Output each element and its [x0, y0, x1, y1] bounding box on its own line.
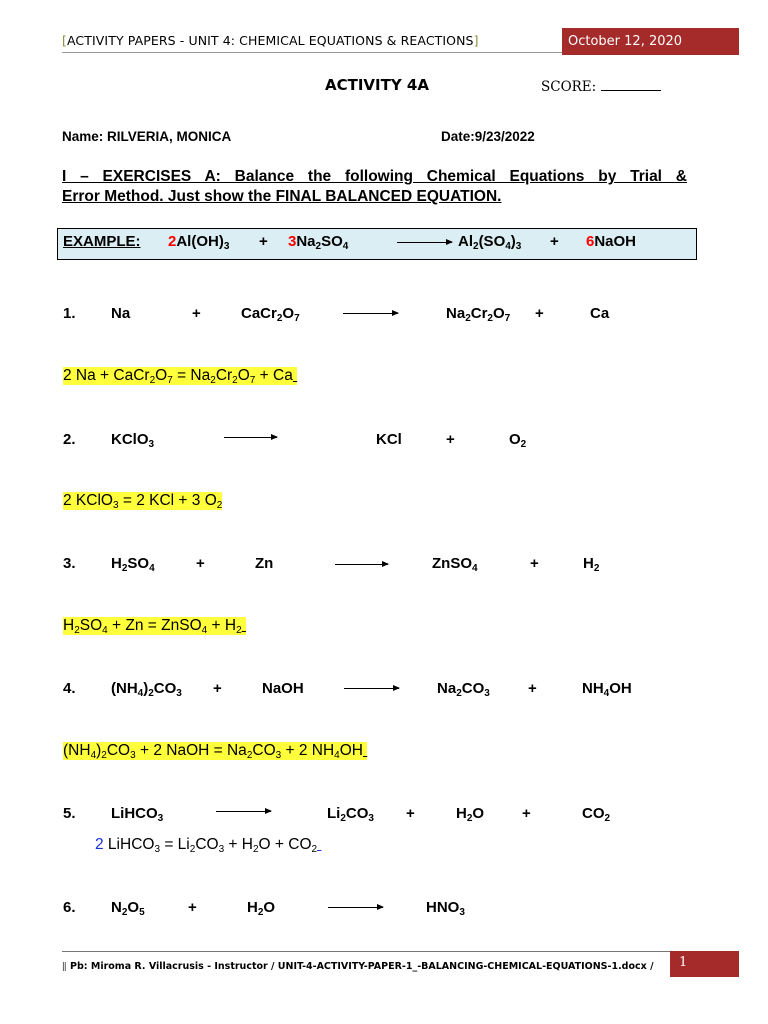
answer-5-coef: 2	[95, 836, 104, 853]
problem-2-reactant-1: KClO$_3$	[111, 431, 155, 450]
problem-5-number: 5.	[63, 805, 76, 822]
answer-5: 2 LiHCO$_3$ = $Li_2CO_3 + H_2O + CO_2$	[95, 836, 318, 855]
problem-3-number: 3.	[63, 555, 76, 572]
problem-2-plus: +	[446, 431, 455, 448]
page-number-band	[670, 951, 739, 977]
student-date: Date:9/23/2022	[441, 129, 535, 144]
example-arrow	[397, 242, 452, 243]
problem-3-arrow	[335, 564, 388, 565]
score-label: SCORE:	[541, 79, 597, 95]
problem-1-plus-1: +	[192, 305, 201, 322]
answer-4: $(NH_4)_2CO_3 + 2$ NaOH = $Na_2CO_3 + 2$ $NH_4OH$	[63, 742, 367, 760]
problem-2-product-1: KCl	[376, 431, 402, 448]
header-date: October 12, 2020	[568, 34, 683, 49]
student-name: Name: RILVERIA, MONICA	[62, 129, 232, 144]
problem-3-plus-1: +	[196, 555, 205, 572]
header-bracket-open: [	[62, 33, 67, 48]
example-coef-1: 2	[168, 233, 177, 250]
problem-3-reactant-2: Zn	[255, 555, 274, 572]
problem-6-reactant-2: $H_2O$	[247, 899, 276, 918]
footer	[62, 961, 654, 972]
problem-5-product-3: $CO_2$	[582, 805, 611, 824]
header-date-band	[562, 28, 739, 55]
problem-3-reactant-1: $H_2SO_4$	[111, 555, 155, 574]
problem-5-reactant-1: LiHCO$_3$	[111, 805, 164, 824]
problem-4-arrow	[344, 688, 399, 689]
problem-2-arrow	[224, 437, 277, 438]
problem-5-plus-2: +	[522, 805, 531, 822]
example-reactant-2: $3Na_2SO_4$	[288, 233, 349, 252]
problem-1-reactant-1: Na	[111, 305, 131, 322]
problem-4-product-2: $NH_4OH$	[582, 680, 632, 699]
footer-prefix: ǁ	[62, 961, 67, 972]
problem-3-product-2: $H_2$	[583, 555, 600, 574]
problem-1-arrow	[343, 313, 398, 314]
answer-2: 2 KClO$_3$ = 2 KCl + 3 $O_2$	[63, 492, 223, 511]
footer-rule	[62, 951, 670, 952]
score-field	[541, 78, 661, 95]
example-label: EXAMPLE:	[63, 233, 141, 250]
running-header	[62, 33, 479, 48]
problem-1-plus-2: +	[535, 305, 544, 322]
problem-2-number: 2.	[63, 431, 76, 448]
instructions-line-2: Error Method. Just show the FINAL BALANCED EQUATION.	[62, 188, 502, 205]
problem-6-arrow	[328, 907, 383, 908]
example-reactant-1: $2Al(OH)_3$	[168, 233, 230, 252]
page-number: 1	[679, 955, 688, 970]
problem-5-product-2: $H_2O$	[456, 805, 485, 824]
problem-5-product-1: $Li_2CO_3$	[327, 805, 374, 824]
instructions	[62, 167, 687, 207]
score-blank	[601, 78, 661, 91]
header-title: ACTIVITY PAPERS - UNIT 4: CHEMICAL EQUATIONS & REACTIONS	[66, 33, 474, 48]
answer-3: $H_2SO_4 + Zn$ = ZnSO$_4$ + $H_2$	[63, 617, 246, 635]
problem-1-reactant-2: $CaCr_2O_7$	[241, 305, 300, 324]
problem-1-product-1: $Na_2Cr_2O_7$	[446, 305, 511, 324]
problem-4-reactant-1: $(NH_4)_2CO_3$	[111, 680, 182, 699]
problem-6-number: 6.	[63, 899, 76, 916]
problem-4-product-1: $Na_2CO_3$	[437, 680, 490, 699]
problem-5-arrow	[216, 811, 271, 812]
instructions-line-1: I – EXERCISES A: Balance the following Chemical Equations by Trial &	[62, 168, 687, 185]
example-plus-2: +	[550, 233, 559, 250]
problem-4-plus-2: +	[528, 680, 537, 697]
activity-title: ACTIVITY 4A	[325, 76, 429, 94]
example-product-2: 6NaOH	[586, 233, 637, 250]
header-bracket-close: ]	[473, 33, 479, 48]
problem-3-product-1: ZnSO$_4$	[432, 555, 478, 574]
problem-5-plus-1: +	[406, 805, 415, 822]
example-coef-2: 3	[288, 233, 297, 250]
answer-1: 2 $Na + CaCr_2O_7 = Na_2Cr_2O_7 + Ca$	[63, 367, 297, 385]
problem-4-reactant-2: NaOH	[262, 680, 304, 697]
problem-1-number: 1.	[63, 305, 76, 322]
example-plus-1: +	[259, 233, 268, 250]
problem-6-reactant-1: $N_2O_5$	[111, 899, 145, 918]
example-product-1: $Al_2(SO_4)_3$	[458, 233, 522, 252]
problem-6-product-1: $HNO_3$	[426, 899, 465, 918]
problem-1-product-2: Ca	[590, 305, 610, 322]
example-coef-3: 6	[586, 233, 595, 250]
problem-4-number: 4.	[63, 680, 76, 697]
problem-6-plus: +	[188, 899, 197, 916]
footer-text: Pb: Miroma R. Villacrusis - Instructor / UNIT-4-ACTIVITY-PAPER-1_-BALANCING-CHEMICAL-EQUATIONS-1.docx /	[70, 961, 654, 972]
problem-4-plus-1: +	[213, 680, 222, 697]
problem-3-plus-2: +	[530, 555, 539, 572]
header-rule	[62, 52, 562, 53]
problem-2-product-2: $O_2$	[509, 431, 527, 450]
